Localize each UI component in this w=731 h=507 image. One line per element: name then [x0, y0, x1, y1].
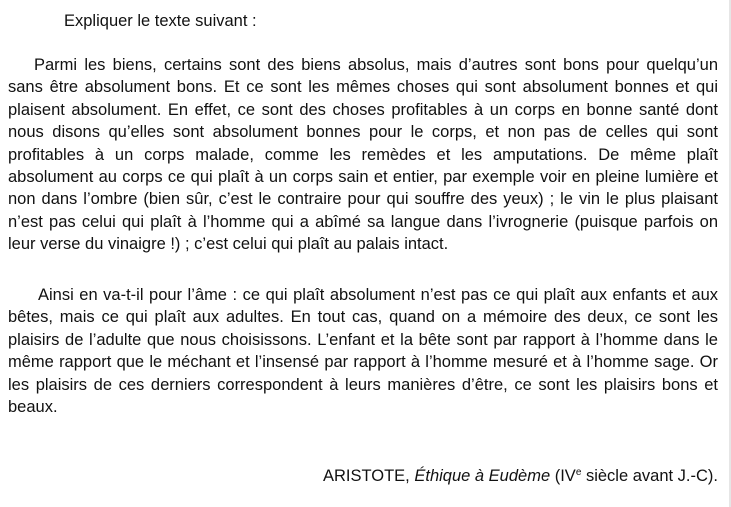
citation-date-superscript: e [575, 467, 582, 478]
citation-author: ARISTOTE, [322, 467, 410, 485]
citation [323, 465, 718, 487]
citation-date-open: (IV [554, 467, 576, 485]
text-paragraph-1: Parmi les biens, certains sont des biens absolus, mais d’autres sont bons pour quelqu’un sans être absolument bons. Et ce sont les mêmes choses qui sont absolument bonnes et qui plaisent absolument. En effet, ce sont des choses profitables à un corps en bonne santé dont nous disons qu’elles sont absolument bonnes pour le corps, et non pas de celles qui sont profitables à un corps malade, comme les remèdes et les amputations. De même plaît absolument au corps ce qui plaît à un corps sain et entier, par exemple voir en pleine lumière et non dans l’ombre (bien sûr, c’est le contraire pour qui souffre des yeux) ; le vin le plus plaisant n’est pas celui qui plaît à l’homme qui a abîmé sa langue dans l’ivrognerie (puisque parfois on leur verse du vinaigre !) ; c’est celui qui plaît au palais intact. [8, 56, 718, 254]
instruction-heading: Expliquer le texte suivant : [64, 12, 257, 30]
citation-date-close: siècle avant J.-C). [581, 467, 718, 485]
citation-work-title: Éthique à Eudème [414, 467, 551, 485]
text-paragraph-2: Ainsi en va-t-il pour l’âme : ce qui plaît absolument n’est pas ce qui plaît aux enfants et aux bêtes, mais ce qui plaît aux adultes. En tout cas, quand on a mémoire des deux, ce sont les plaisirs de l’adulte que nous choisissons. L’enfant et la bête sont par rapport à l’homme dans le même rapport que le méchant et l’insensé par rapport à l’homme mesuré et à l’homme sage. Or les plaisirs de ces derniers correspondent à leurs manières d’être, ce sont les plaisirs bons et beaux. [8, 286, 718, 417]
